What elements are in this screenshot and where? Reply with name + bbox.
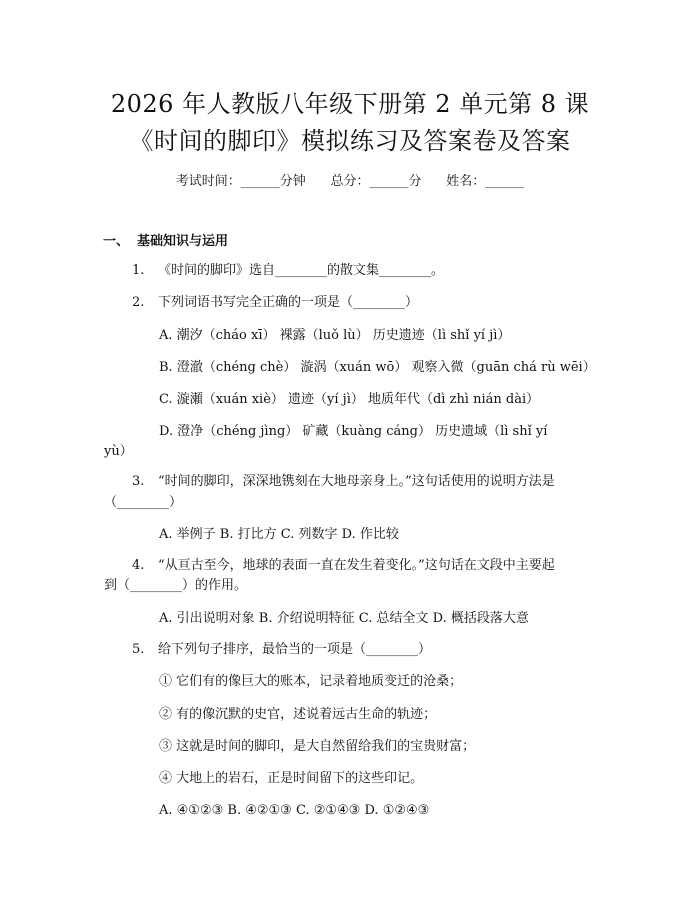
question-number: 1. [132, 263, 145, 278]
question-4-continuation: 到（________）的作用。 [104, 578, 248, 593]
section-number: 一、 [103, 234, 130, 249]
question-text: 《时间的脚印》选自________的散文集________。 [158, 263, 445, 278]
question-5 [132, 641, 431, 659]
sentence-3: ③ 这就是时间的脚印，是大自然留给我们的宝贵财富； [159, 739, 476, 754]
question-text: “从亘古至今，地球的表面一直在发生着变化。”这句话在文段中主要起 [158, 558, 555, 573]
option-2d-continuation: yù） [104, 444, 133, 459]
question-number: 2. [132, 295, 145, 310]
section-title: 基础知识与运用 [137, 234, 229, 249]
option-5: A. ④①②③ B. ④②①③ C. ②①④③ D. ①②④③ [159, 803, 430, 818]
question-number: 3. [132, 474, 145, 489]
question-3 [132, 473, 555, 491]
title-line-1: 2026 年人教版八年级下册第 2 单元第 8 课 [110, 90, 590, 118]
option-4: A. 引出说明对象 B. 介绍说明特征 C. 总结全文 D. 概括段落大意 [159, 611, 529, 626]
question-number: 5. [132, 642, 145, 657]
option-2c: C. 漩瀬（xuán xiè） 遗迹（yí jì） 地质年代（dì zhì nián dài） [159, 392, 540, 407]
option-2b: B. 澄澈（chéng chè） 漩涡（xuán wō） 观察入微（guān chá rù wēi） [159, 360, 596, 375]
question-1 [132, 262, 444, 280]
section-heading [103, 230, 228, 249]
option-3: A. 举例子 B. 打比方 C. 列数字 D. 作比较 [159, 527, 399, 542]
question-3-continuation: （________） [104, 495, 183, 510]
question-2 [132, 294, 418, 312]
sentence-2: ② 有的像沉默的史官，述说着远古生命的轨迹； [159, 707, 437, 722]
sentence-1: ① 它们有的像巨大的账本，记录着地质变迁的沧桑； [159, 674, 463, 689]
question-text: 下列词语书写完全正确的一项是（________） [158, 295, 419, 310]
question-text: 给下列句子排序，最恰当的一项是（________） [158, 642, 432, 657]
option-2d: D. 澄净（chéng jìng） 矿藏（kuàng cáng） 历史遗域（lì shǐ yí [159, 424, 548, 439]
sentence-4: ④ 大地上的岩石，正是时间留下的这些印记。 [159, 771, 424, 786]
exam-meta: 考试时间：______分钟 总分：______分 姓名：______ [175, 174, 525, 189]
question-4 [132, 557, 555, 575]
option-2a: A. 潮汐（cháo xī） 裸露（luǒ lù） 历史遗迹（lì shǐ yí jì） [159, 328, 511, 343]
question-number: 4. [132, 558, 145, 573]
question-text: “时间的脚印，深深地镌刻在大地母亲身上。”这句话使用的说明方法是 [158, 474, 555, 489]
title-line-2: 《时间的脚印》模拟练习及答案卷及答案 [129, 127, 571, 155]
